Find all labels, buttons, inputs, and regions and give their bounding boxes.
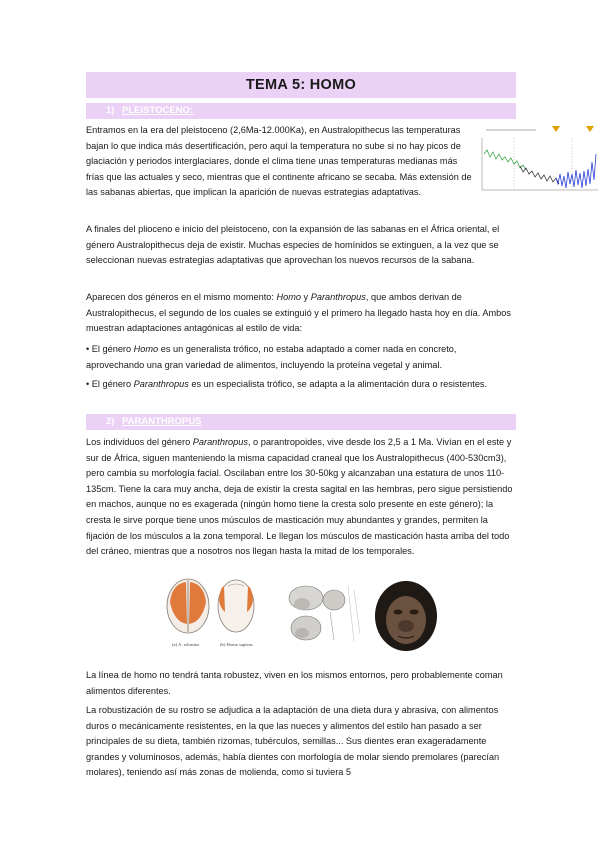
section-number: 2) [106,416,115,427]
genus-homo: Homo [276,292,301,302]
chart-background [478,124,599,196]
text-run: , que ambos derivan de Australopithecus, el segundo de los cuales se extinguió y el primero ha llegado hasta hoy en día. Ambos muestran adaptaciones antagónicas al estilo de vida: [86,292,511,334]
section-label: PARANTHROPUS [122,416,202,427]
section-number: 1) [106,105,115,116]
section-heading-pleistoceno [86,103,516,119]
genus-paranthropus: Paranthropus [310,292,366,302]
bullet-homo [86,342,516,373]
paragraph-pleistoceno-extinction: A finales del plioceno e inicio del pleistoceno, con la expansión de las sabanas en el África oriental, el género Australopithecus deja de existir. Muchas especies de homínidos se extinguen, a la vez que se seleccionan nuevas estrategias adaptativas que aprovechan los nuevos recursos de la sabana. [86,224,500,266]
paragraph-pleistoceno-intro: Entramos en la era del pleistoceno (2,6Ma-12.000Ka), en Australopithecus las temperaturas bajan lo que indica más desertificación, pero aquí la temperatura no sube si no hay picos de glaciación y periodos interglaciares, donde el clima tiene unas temperaturas medianas más frías que las actuales y seco, mientras que el continente africano se secaba. Más extensión de las sabanas abiertas, que implican la aparición de nuevas estrategias adaptativas. [86,125,472,198]
page-title-text: TEMA 5: HOMO [245,77,357,93]
climate-temperature-chart [478,124,599,196]
paranthropus-reconstruction-image [368,576,444,652]
bullet-paranthropus [86,377,516,393]
text-run: y [301,292,311,302]
page-title [86,72,516,98]
paragraph-two-genera [86,290,516,337]
section-heading-paranthropus [86,414,516,430]
paragraph-paranthropus-description [86,435,516,560]
skull-side-views [289,586,360,642]
text-run: , o parantropoides, vive desde los 2,5 a 1 Ma. Vivían en el este y sur de África, siguen manteniendo la misma capacidad craneal que los Australopithecus (400-530cm3), pero cambia su morfología facial. Oscilaban entre los 30-50kg y alcanzaban una estatura de unos 110-135cm. Tiene la cara muy ancha, deja de existir la cresta sagital en las hembras, pero sigue persistiendo en machos, aunque no es exagerada (ningún homo tiene la cresta solo presente en este género); la cresta le sirve porque tiene unos músculos de masticación muy abundantes y grandes, permiten la fijación de los músculos a la zona temporal. Le llegan los músculos de masticación hasta arriba del todo del cráneo, mientras que a nosotros nos llegan hasta la mitad de los temporales. [86,437,513,557]
paragraph-robustization: La robustización de su rostro se adjudica a la adaptación de una dieta dura y abrasiva, con alimentos duros o mecánicamente resistentes, en la que las nueces y alimentos del estilo han pasado a ser principales de su dieta, también rizomas, tubérculos, semillas... Sus dientes eran exageradamente grandes y voluminosos, además, había dientes con morfología de molar siendo premolares (parecían molares), teniendo así más zonas de molienda, como si tuviera 5 [86,705,500,778]
text-run: • El género [86,344,134,354]
skull-comparison-figure [156,576,444,652]
skull-sapiens-top-view [218,580,254,632]
paragraph-homo-line: La línea de homo no tendrá tanta robustez, viven en los mismos entornos, pero probablemente coman alimentos diferentes. [86,670,503,696]
figure-label-robustus: (a) A. robustus [172,642,200,647]
skull-robustus-top-view [167,579,209,633]
text-run: es un especialista trófico, se adapta a la alimentación dura o resistentes. [188,379,488,389]
figure-label-sapiens: (b) Homo sapiens [220,642,253,647]
genus-paranthropus: Paranthropus [133,379,189,389]
genus-homo: Homo [133,344,159,354]
text-run: Aparecen dos géneros en el mismo momento: [86,292,277,302]
text-run: es un generalista trófico, no estaba adaptado a comer nada en concreto, aprovechando una gran variedad de alimentos, incluyendo la proteína vegetal y animal. [86,344,457,370]
genus-paranthropus: Paranthropus [192,437,248,447]
text-run: Los individuos del género [86,437,193,447]
section-label: PLEISTOCENO: [122,105,194,116]
text-run: • El género [86,379,134,389]
